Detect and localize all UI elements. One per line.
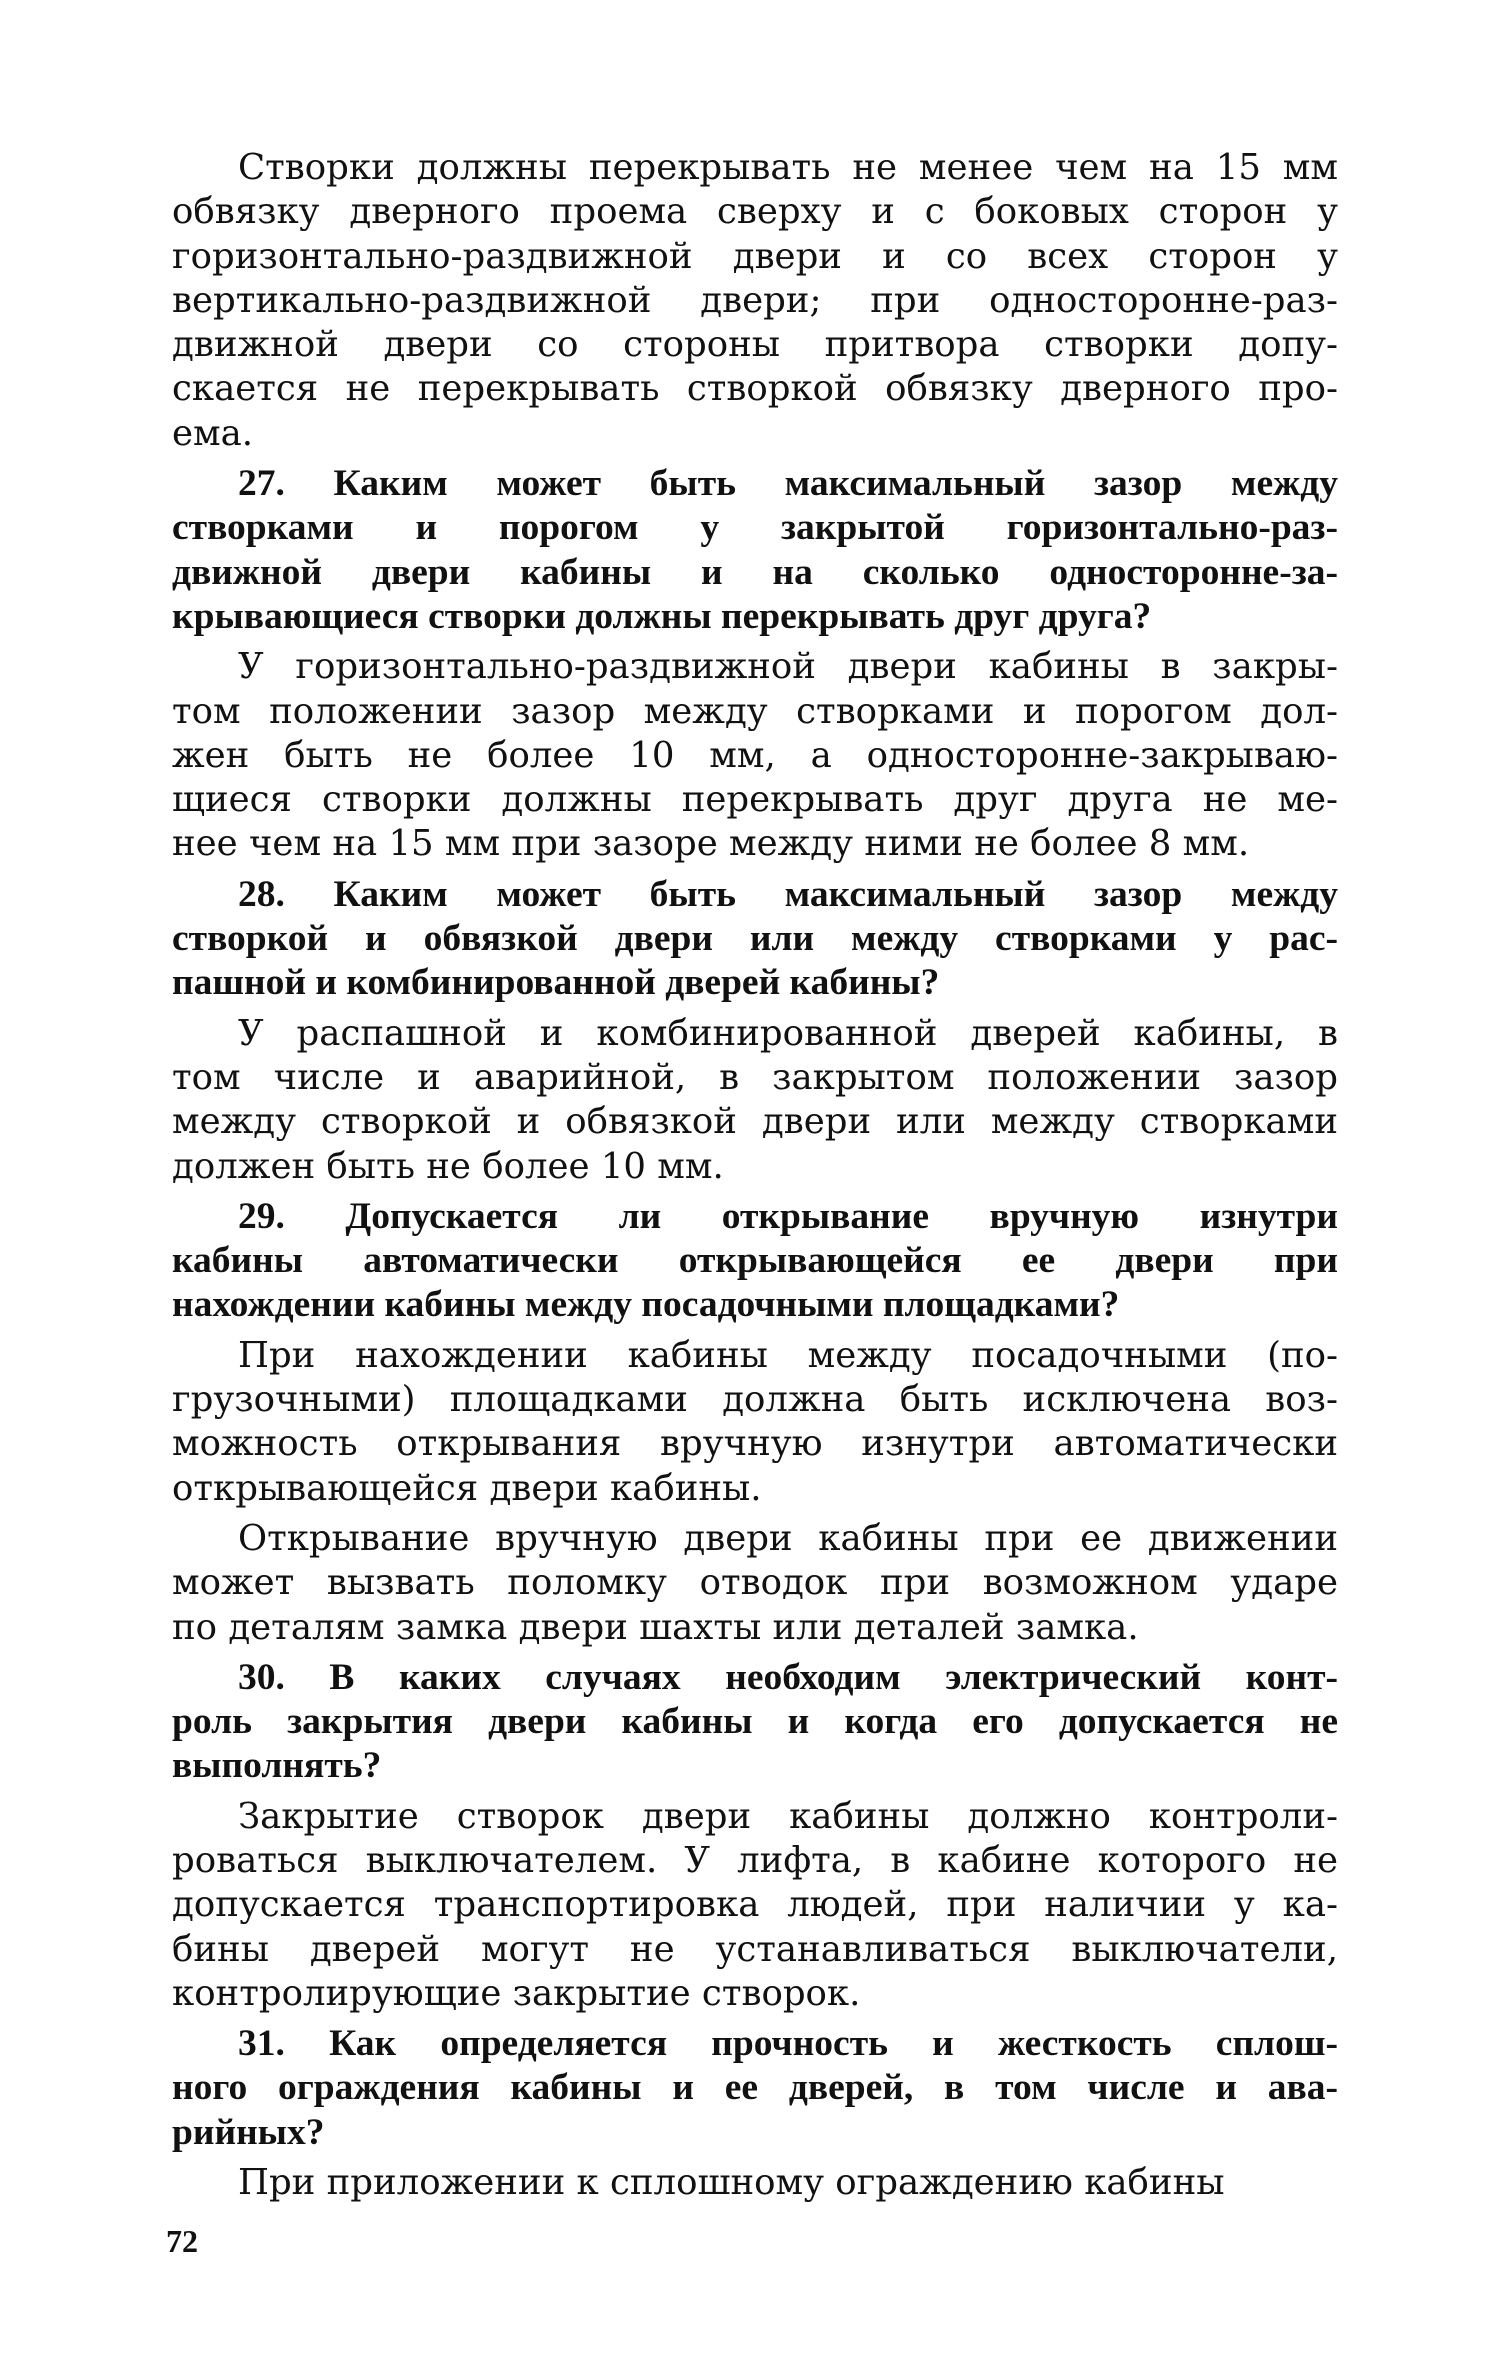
- text-line: контролирующие закрытие створок.: [172, 1972, 861, 2014]
- text-line: роль закрытия двери кабины и когда его допускается не: [172, 1701, 1338, 1743]
- text-line: Створки должны перекрывать не менее чем на 15 мм: [238, 147, 1338, 188]
- text-line: крывающиеся створки должны перекрывать друг друга?: [172, 595, 1152, 637]
- text-line: При приложении к сплошному ограждению кабины: [238, 2162, 1225, 2204]
- text-line: может вызвать поломку отводок при возможном ударе: [172, 1562, 1338, 1604]
- question-paragraph: [172, 2022, 1338, 2155]
- text-line: створками и порогом у закрытой горизонтально-раз-: [172, 507, 1338, 549]
- question-paragraph: [172, 462, 1338, 639]
- text-line: рийных?: [172, 2111, 325, 2153]
- answer-paragraph: [172, 1517, 1338, 1650]
- text-line: том числе и аварийной, в закрытом положении зазор: [172, 1056, 1338, 1098]
- answer-paragraph: [172, 1012, 1338, 1189]
- text-line: нахождении кабины между посадочными площадками?: [172, 1284, 1120, 1326]
- text-line: У горизонтально-раздвижной двери кабины в закры-: [238, 646, 1338, 688]
- text-line: грузочными) площадками должна быть исключена воз-: [172, 1379, 1338, 1421]
- text-line: створкой и обвязкой двери или между створками у рас-: [172, 918, 1338, 960]
- answer-paragraph: [172, 146, 1338, 456]
- text-line: по деталям замка двери шахты или деталей замка.: [172, 1606, 1139, 1648]
- text-line: вертикально-раздвижной двери; при односторонне-раз-: [172, 279, 1338, 321]
- question-paragraph: [172, 873, 1338, 1006]
- text-line: скается не перекрывать створкой обвязку дверного про-: [172, 368, 1338, 410]
- text-line: 28. Каким может быть максимальный зазор между: [238, 873, 1338, 915]
- text-line: 29. Допускается ли открывание вручную изнутри: [238, 1195, 1338, 1237]
- text-line: нее чем на 15 мм при зазоре между ними не более 8 мм.: [172, 823, 1250, 865]
- text-line: щиеся створки должны перекрывать друг друга не ме-: [172, 779, 1338, 821]
- text-line: горизонтально-раздвижной двери и со всех сторон у: [172, 235, 1338, 277]
- answer-paragraph: [172, 2161, 1338, 2205]
- text-line: 31. Как определяется прочность и жесткость сплош-: [238, 2023, 1338, 2065]
- text-line: можность открывания вручную изнутри автоматически: [172, 1423, 1338, 1465]
- page-body: [172, 146, 1338, 2211]
- page-number: 72: [166, 2223, 198, 2259]
- answer-paragraph: [172, 645, 1338, 866]
- text-line: открывающейся двери кабины.: [172, 1467, 762, 1509]
- text-line: обвязку дверного проема сверху и с боковых сторон у: [172, 191, 1338, 233]
- text-line: должен быть не более 10 мм.: [172, 1145, 724, 1187]
- text-line: движной двери кабины и на сколько односторонне-за-: [172, 551, 1338, 593]
- text-line: допускается транспортировка людей, при наличии у ка-: [172, 1884, 1338, 1926]
- text-line: бины дверей могут не устанавливаться выключатели,: [172, 1928, 1338, 1970]
- answer-paragraph: [172, 1334, 1338, 1511]
- text-line: 27. Каким может быть максимальный зазор между: [238, 463, 1338, 505]
- text-line: том положении зазор между створками и порогом дол-: [172, 690, 1338, 732]
- text-line: У распашной и комбинированной дверей кабины, в: [238, 1012, 1338, 1054]
- text-line: роваться выключателем. У лифта, в кабине которого не: [172, 1839, 1338, 1881]
- text-line: ного ограждения кабины и ее дверей, в том числе и ава-: [172, 2067, 1338, 2109]
- text-line: жен быть не более 10 мм, а односторонне-закрываю-: [172, 734, 1338, 776]
- text-line: Закрытие створок двери кабины должно контроли-: [238, 1795, 1338, 1837]
- text-line: Открывание вручную двери кабины при ее движении: [238, 1517, 1338, 1559]
- text-line: пашной и комбинированной дверей кабины?: [172, 962, 940, 1004]
- question-paragraph: [172, 1656, 1338, 1789]
- question-paragraph: [172, 1195, 1338, 1328]
- text-line: кабины автоматически открывающейся ее двери при: [172, 1240, 1338, 1282]
- text-line: между створкой и обвязкой двери или между створками: [172, 1101, 1338, 1143]
- answer-paragraph: [172, 1795, 1338, 2016]
- text-line: 30. В каких случаях необходим электрический конт-: [238, 1656, 1338, 1698]
- text-line: ема.: [172, 412, 254, 454]
- text-line: При нахождении кабины между посадочными (по-: [238, 1334, 1338, 1376]
- text-line: выполнять?: [172, 1745, 382, 1787]
- text-line: движной двери со стороны притвора створки допу-: [172, 324, 1338, 366]
